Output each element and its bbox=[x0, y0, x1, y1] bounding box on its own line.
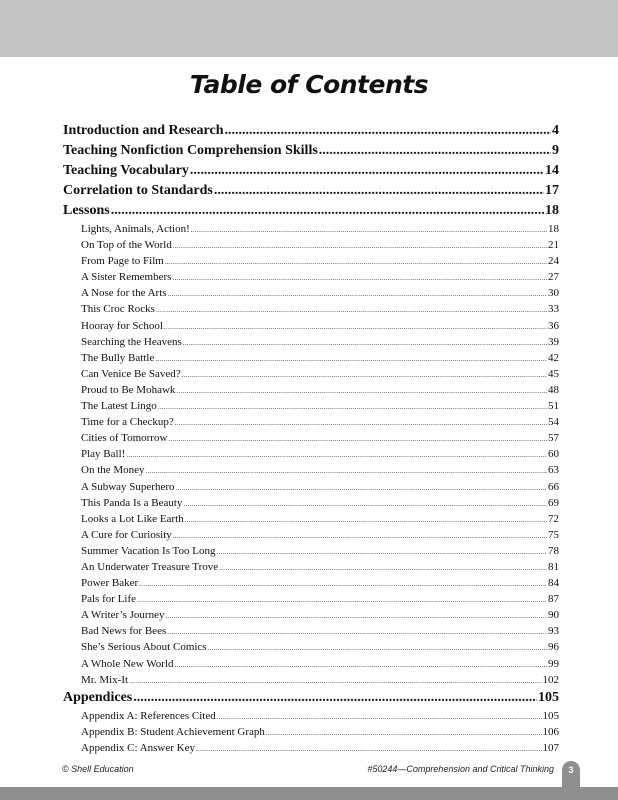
toc-entry-page: 48 bbox=[548, 383, 559, 396]
toc-entry-page: 72 bbox=[548, 512, 559, 525]
toc-entry-lesson bbox=[63, 607, 559, 623]
toc-entry-label: This Croc Rocks bbox=[81, 303, 155, 316]
toc-entry-page: 18 bbox=[545, 203, 559, 218]
toc-entry-page: 96 bbox=[548, 641, 559, 654]
toc-entry-lesson bbox=[63, 253, 559, 269]
toc-entry-page: 4 bbox=[552, 123, 559, 138]
toc-entry-label: A Cure for Curiosity bbox=[81, 528, 172, 541]
leader-dots bbox=[196, 741, 542, 757]
leader-dots bbox=[175, 415, 547, 431]
toc-entry-lesson bbox=[63, 285, 559, 301]
toc-entry-page: 54 bbox=[548, 416, 559, 429]
toc-entry-lesson bbox=[63, 237, 559, 253]
toc-entry-lesson bbox=[63, 575, 559, 591]
toc-entry-label: A Sister Remembers bbox=[81, 271, 172, 284]
header-band bbox=[0, 0, 618, 57]
toc-entry-appendix bbox=[63, 724, 559, 740]
toc-entry-lesson bbox=[63, 301, 559, 317]
leader-dots bbox=[176, 383, 547, 399]
toc-entry-label: A Whole New World bbox=[81, 657, 174, 670]
toc-entry-page: 105 bbox=[538, 689, 559, 705]
toc-entry-page: 27 bbox=[548, 271, 559, 284]
leader-dots bbox=[165, 608, 547, 624]
toc-entry-label: A Subway Superhero bbox=[81, 480, 175, 493]
leader-dots bbox=[167, 624, 547, 640]
toc-entry-page: 102 bbox=[542, 673, 559, 686]
leader-dots bbox=[216, 544, 547, 560]
toc-entry-page: 60 bbox=[548, 448, 559, 461]
leader-dots bbox=[155, 351, 547, 367]
toc-entry-label: From Page to Film bbox=[81, 255, 164, 268]
toc-entry-lesson bbox=[63, 462, 559, 478]
toc-entry-label: The Latest Lingo bbox=[81, 400, 157, 413]
toc-entry-label: Appendices bbox=[63, 689, 133, 705]
leader-dots bbox=[173, 238, 547, 254]
toc-entry-lesson bbox=[63, 366, 559, 382]
toc-entry-lesson bbox=[63, 527, 559, 543]
toc-entry-page: 33 bbox=[548, 303, 559, 316]
toc-entry-page: 66 bbox=[548, 480, 559, 493]
leader-dots bbox=[168, 286, 547, 302]
toc-entry-page: 39 bbox=[548, 335, 559, 348]
leader-dots bbox=[172, 270, 547, 286]
page-number-badge: 3 bbox=[562, 761, 580, 789]
leader-dots bbox=[208, 640, 547, 656]
footer-publication: #50244—Comprehension and Critical Thinking bbox=[367, 764, 554, 774]
toc-entry-page: 93 bbox=[548, 625, 559, 638]
toc-entry-label: Appendix C: Answer Key bbox=[81, 741, 195, 754]
toc-entry-lesson bbox=[63, 414, 559, 430]
toc-entry-label: Can Venice Be Saved? bbox=[81, 367, 181, 380]
toc-entry-label: A Writer’s Journey bbox=[81, 609, 165, 622]
leader-dots bbox=[133, 688, 537, 708]
toc-entry-lesson bbox=[63, 334, 559, 350]
toc-entry-appendix bbox=[63, 708, 559, 724]
toc-entry-lesson bbox=[63, 639, 559, 655]
leader-dots bbox=[214, 181, 544, 201]
appendix-list bbox=[63, 708, 559, 756]
toc-entry-major bbox=[63, 141, 559, 161]
toc-entry-lesson bbox=[63, 591, 559, 607]
leader-dots bbox=[165, 254, 547, 270]
leader-dots bbox=[191, 222, 547, 238]
footer-copyright: © Shell Education bbox=[62, 764, 134, 774]
toc-entry-label: She’s Serious About Comics bbox=[81, 641, 207, 654]
toc-entry-label: Appendix B: Student Achievement Graph bbox=[81, 725, 265, 738]
toc-entry-lesson bbox=[63, 446, 559, 462]
toc-entry-page: 17 bbox=[545, 183, 559, 198]
toc-entry-page: 78 bbox=[548, 544, 559, 557]
leader-dots bbox=[190, 161, 544, 181]
toc-entry-lesson bbox=[63, 398, 559, 414]
toc-entry-page: 99 bbox=[548, 657, 559, 670]
toc-entry-label: Proud to Be Mohawk bbox=[81, 383, 176, 396]
toc-entry-label: The Bully Battle bbox=[81, 351, 155, 364]
lesson-list bbox=[63, 221, 559, 688]
toc-entry-page: 9 bbox=[552, 143, 559, 158]
toc-entry-label: Cities of Tomorrow bbox=[81, 432, 168, 445]
toc-entry-page: 18 bbox=[548, 223, 559, 235]
toc-entry-label: An Underwater Treasure Trove bbox=[81, 560, 219, 573]
page-title: Table of Contents bbox=[189, 70, 429, 99]
leader-dots bbox=[225, 121, 551, 141]
toc-entry-label: On Top of the World bbox=[81, 239, 172, 252]
toc-entry-page: 75 bbox=[548, 528, 559, 541]
toc-entry-page: 21 bbox=[548, 239, 559, 252]
toc-entry-lesson bbox=[63, 430, 559, 446]
toc-entry-label: Summer Vacation Is Too Long bbox=[81, 544, 216, 557]
toc-entry-page: 30 bbox=[548, 287, 559, 300]
toc-entry-lesson bbox=[63, 511, 559, 527]
leader-dots bbox=[319, 141, 551, 161]
leader-dots bbox=[158, 399, 547, 415]
toc-entry-label: Hooray for School bbox=[81, 319, 163, 332]
toc-entry-label: Looks a Lot Like Earth bbox=[81, 512, 184, 525]
toc-entry-label: This Panda Is a Beauty bbox=[81, 496, 183, 509]
leader-dots bbox=[139, 576, 547, 592]
toc-entry-lesson bbox=[63, 623, 559, 639]
toc-entry-label: A Nose for the Arts bbox=[81, 287, 167, 300]
toc-entry-lesson bbox=[63, 656, 559, 672]
toc-entry-page: 14 bbox=[545, 163, 559, 178]
leader-dots bbox=[111, 201, 544, 221]
toc-entry-lesson bbox=[63, 479, 559, 495]
toc-entry-page: 42 bbox=[548, 351, 559, 364]
toc-entry-label: Correlation to Standards bbox=[63, 183, 213, 198]
toc-entry-lesson bbox=[63, 543, 559, 559]
leader-dots bbox=[137, 592, 547, 608]
toc-entry-lesson bbox=[63, 221, 559, 237]
leader-dots bbox=[182, 367, 547, 383]
toc-entry-page: 51 bbox=[548, 400, 559, 413]
toc-entry-major bbox=[63, 201, 559, 221]
footer-band bbox=[0, 787, 618, 800]
toc-entry-lesson bbox=[63, 350, 559, 366]
toc-entry-page: 69 bbox=[548, 496, 559, 509]
toc-entry-page: 57 bbox=[548, 432, 559, 445]
toc-entry-label: Appendix A: References Cited bbox=[81, 709, 216, 722]
major-sections bbox=[63, 121, 559, 221]
toc-entry-label: On the Money bbox=[81, 464, 145, 477]
table-of-contents bbox=[63, 121, 559, 756]
toc-entry-label: Mr. Mix-It bbox=[81, 673, 129, 686]
leader-dots bbox=[156, 302, 547, 318]
toc-entry-appendices bbox=[63, 688, 559, 708]
leader-dots bbox=[146, 463, 547, 479]
toc-entry-appendix bbox=[63, 740, 559, 756]
toc-entry-page: 24 bbox=[548, 255, 559, 268]
toc-entry-label: Time for a Checkup? bbox=[81, 416, 174, 429]
toc-entry-lesson bbox=[63, 559, 559, 575]
toc-entry-label: Lessons bbox=[63, 203, 110, 218]
toc-entry-page: 84 bbox=[548, 577, 559, 590]
toc-entry-label: Power Baker bbox=[81, 577, 139, 590]
leader-dots bbox=[217, 709, 542, 725]
toc-entry-label: Searching the Heavens bbox=[81, 335, 182, 348]
toc-entry-major bbox=[63, 181, 559, 201]
leader-dots bbox=[175, 657, 547, 673]
toc-entry-page: 90 bbox=[548, 609, 559, 622]
toc-entry-label: Introduction and Research bbox=[63, 123, 224, 138]
leader-dots bbox=[168, 431, 547, 447]
toc-entry-lesson bbox=[63, 318, 559, 334]
toc-entry-label: Teaching Vocabulary bbox=[63, 163, 189, 178]
toc-entry-page: 107 bbox=[542, 741, 559, 754]
leader-dots bbox=[173, 528, 547, 544]
toc-entry-page: 87 bbox=[548, 593, 559, 606]
leader-dots bbox=[266, 725, 542, 741]
toc-entry-lesson bbox=[63, 495, 559, 511]
toc-entry-major bbox=[63, 161, 559, 181]
leader-dots bbox=[219, 560, 547, 576]
toc-entry-label: Lights, Animals, Action! bbox=[81, 223, 190, 235]
toc-entry-label: Teaching Nonfiction Comprehension Skills bbox=[63, 143, 318, 158]
leader-dots bbox=[164, 319, 547, 335]
toc-entry-page: 63 bbox=[548, 464, 559, 477]
leader-dots bbox=[185, 512, 547, 528]
toc-entry-label: Pals for Life bbox=[81, 593, 136, 606]
toc-entry-lesson bbox=[63, 672, 559, 688]
toc-entry-page: 105 bbox=[542, 709, 559, 722]
toc-entry-lesson bbox=[63, 382, 559, 398]
toc-entry-page: 36 bbox=[548, 319, 559, 332]
toc-entry-lesson bbox=[63, 269, 559, 285]
toc-entry-label: Bad News for Bees bbox=[81, 625, 167, 638]
toc-entry-major bbox=[63, 121, 559, 141]
leader-dots bbox=[183, 496, 547, 512]
toc-entry-page: 45 bbox=[548, 367, 559, 380]
toc-entry-page: 81 bbox=[548, 560, 559, 573]
leader-dots bbox=[126, 447, 547, 463]
leader-dots bbox=[176, 480, 548, 496]
toc-entry-page: 106 bbox=[542, 725, 559, 738]
toc-entry-label: Play Ball! bbox=[81, 448, 126, 461]
leader-dots bbox=[183, 335, 547, 351]
leader-dots bbox=[129, 673, 541, 689]
